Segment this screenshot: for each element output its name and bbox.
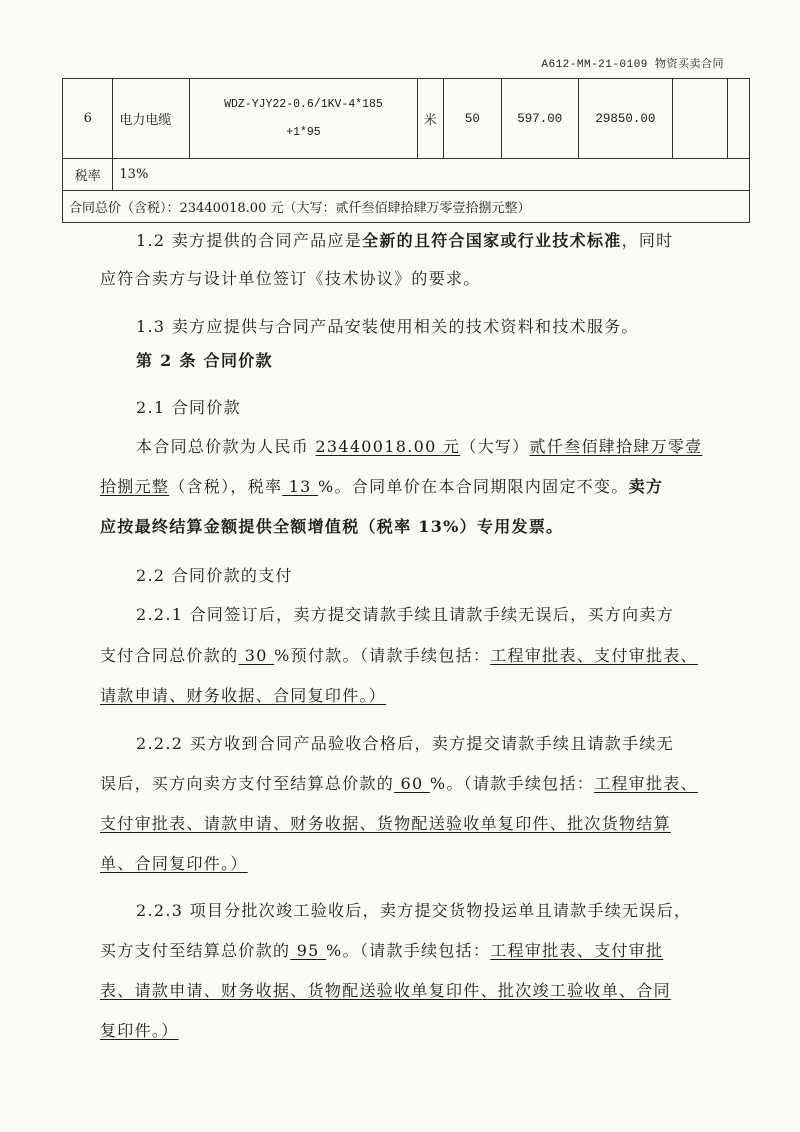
clause-2-2-1-line1: 2.2.1 合同签订后，卖方提交请款手续且请款手续无误后，买方向卖方 [136, 605, 674, 624]
item-qty: 50 [443, 79, 501, 159]
clause-2-1-line3: 应按最终结算金额提供全额增值税（税率 13%）专用发票。 [100, 517, 564, 536]
clause-2-1-line2: 拾捌元整（含税），税率 13 %。合同单价在本合同期限内固定不变。卖方 [100, 477, 664, 496]
item-empty-cell [728, 79, 750, 159]
item-spec-line2: +1*95 [286, 125, 321, 139]
item-price: 597.00 [501, 79, 578, 159]
clause-2-2-2-line4: 单、合同复印件。） [100, 854, 248, 873]
clause-2-1-line1: 本合同总价款为人民币 23440018.00 元（大写）贰仟叁佰肆拾肆万零壹 [136, 437, 703, 456]
clause-2-2-3-line4: 复印件。） [100, 1021, 179, 1040]
item-name: 电力电缆 [113, 79, 190, 159]
article-2-title: 第 2 条 合同价款 [136, 351, 273, 370]
contract-total: 合同总价（含税）：23440018.00 元（大写：贰仟叁佰肆拾肆万零壹拾捌元整） [63, 191, 750, 223]
clause-2-2-3-line2: 买方支付至结算总价款的 95 %。（请款手续包括：工程审批表、支付审批 [100, 941, 664, 960]
clause-2-2-1-line2: 支付合同总价款的 30 %预付款。（请款手续包括：工程审批表、支付审批表、 [100, 646, 698, 665]
item-empty-cell [673, 79, 728, 159]
clause-1-2-line2: 应符合卖方与设计单位签订《技术协议》的要求。 [100, 269, 481, 288]
item-amount: 29850.00 [578, 79, 673, 159]
clause-2-2-title: 2.2 合同价款的支付 [136, 566, 293, 585]
items-table [62, 78, 750, 223]
item-no: 6 [63, 79, 113, 159]
table-row [63, 191, 750, 223]
table-row [63, 79, 750, 159]
clause-2-2-3-line1: 2.2.3 项目分批次竣工验收后，卖方提交货物投运单且请款手续无误后， [136, 901, 692, 920]
clause-2-2-3-line3: 表、请款申请、财务收据、货物配送验收单复印件、批次竣工验收单、合同 [100, 981, 671, 1000]
clause-1-2-line1: 1.2 卖方提供的合同产品应是全新的且符合国家或行业技术标准，同时 [136, 231, 674, 250]
item-unit: 米 [417, 79, 443, 159]
clause-2-2-2-line1: 2.2.2 买方收到合同产品验收合格后，卖方提交请款手续且请款手续无 [136, 734, 674, 753]
clause-2-2-2-line2: 误后，买方向卖方支付至结算总价款的 60 %。（请款手续包括：工程审批表、 [100, 774, 698, 793]
tax-label: 税率 [63, 159, 113, 191]
item-spec [190, 79, 418, 159]
document-code: A612-MM-21-0109 物资买卖合同 [541, 59, 724, 71]
item-spec-line1: WDZ-YJY22-0.6/1KV-4*185 [224, 97, 383, 111]
clause-2-1-title: 2.1 合同价款 [136, 398, 241, 417]
tax-value: 13% [113, 159, 750, 191]
clause-1-3: 1.3 卖方应提供与合同产品安装使用相关的技术资料和技术服务。 [136, 317, 639, 336]
clause-2-2-1-line3: 请款申请、财务收据、合同复印件。） [100, 686, 387, 705]
clause-2-2-2-line3: 支付审批表、请款申请、财务收据、货物配送验收单复印件、批次货物结算 [100, 814, 671, 833]
table-row [63, 159, 750, 191]
